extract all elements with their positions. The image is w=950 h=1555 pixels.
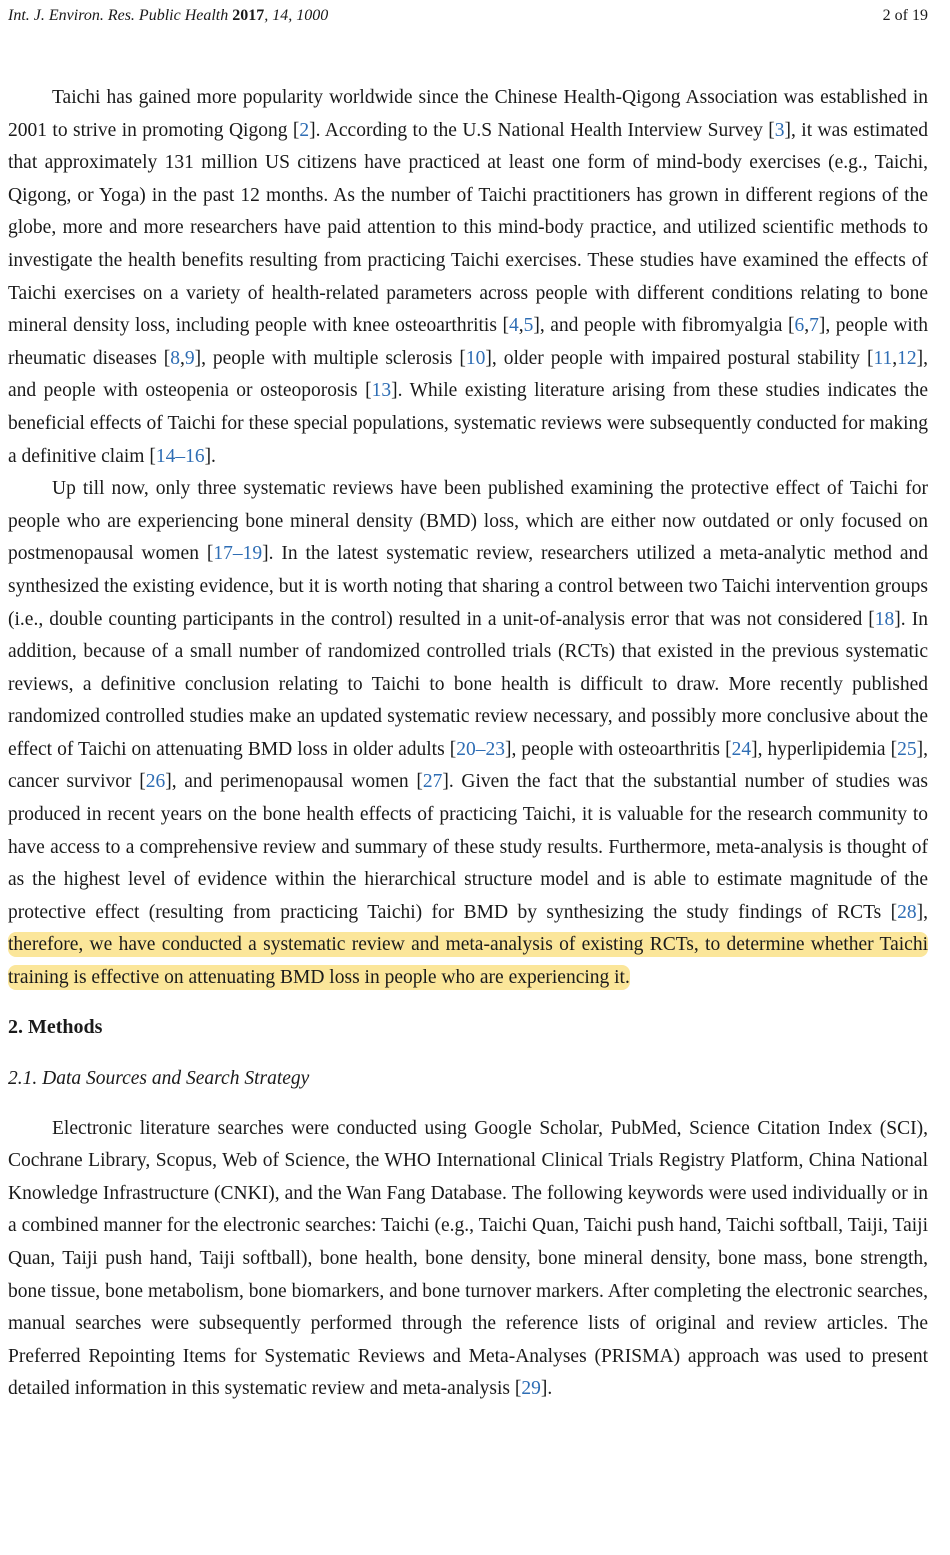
citation-link[interactable]: 3 (774, 119, 785, 141)
text-run: Up till now, only three systematic reviews have been published examining the protective effect of Taichi for people who are experiencing bone mineral density (BMD) loss, which are either now outdated or only focused on postmenopausal women [ (8, 478, 928, 565)
citation-link[interactable]: 10 (465, 347, 486, 369)
spacer (8, 1095, 928, 1113)
citation-link[interactable]: 25 (897, 738, 917, 760)
text-run: ], people with osteoarthritis [ (504, 738, 732, 760)
paragraph-intro-1 (8, 82, 928, 473)
text-run: ]. (540, 1378, 553, 1400)
text-run: ]. While existing literature arising from these studies indicates the beneficial effects of Taichi for these special populations, systematic reviews were subsequently conducted for making a definitive claim [ (8, 380, 928, 467)
text-run: , (804, 315, 810, 337)
text-run: ]. Given the fact that the substantial number of studies was produced in recent years on the bone health effects of practicing Taichi, it is valuable for the research community to have access to a comprehensive review and summary of these study results. Furthermore, meta-analysis is thought of as the highest level of evidence within the hierarchical structure model and is able to estimate magnitude of the protective effect (resulting from practicing Taichi) for BMD by synthesizing the study findings of RCTs [ (8, 771, 928, 923)
citation-link[interactable]: 4 (508, 315, 519, 337)
citation-link[interactable]: 8 (170, 347, 180, 369)
text-run: ], older people with impaired postural stability [ (485, 347, 874, 369)
citation-link[interactable]: 17–19 (213, 543, 263, 565)
article-body (8, 82, 928, 1406)
paragraph-methods (8, 1113, 928, 1406)
highlighted-text: therefore, we have conducted a systematic review and meta-analysis of existing RCTs, to determine whether Taichi training is effective on attenuating BMD loss in people who are experiencing it. (8, 934, 928, 989)
journal-year: 2017 (232, 7, 265, 24)
citation-link[interactable]: 2 (299, 119, 310, 141)
section-heading: 2. Methods (8, 1015, 103, 1038)
citation-link[interactable]: 24 (731, 738, 752, 760)
text-run: ], and people with fibromyalgia [ (533, 315, 795, 337)
text-run: ], people with multiple sclerosis [ (194, 347, 466, 369)
citation-link[interactable]: 14–16 (155, 445, 205, 467)
page-header (8, 4, 928, 28)
citation-link[interactable]: 20–23 (456, 738, 505, 760)
text-run: ], people with rheumatic diseases [ (8, 315, 928, 369)
text-run: ], (916, 901, 928, 923)
text-run: ], it was estimated that approximately 131 million US citizens have practiced at least one form of mind-body exercises (e.g., Taichi, Qigong, or Yoga) in the past 12 months. As the number of Taichi practitioners has grown in different regions of the globe, more and more researchers have paid attention to this mind-body practice, and utilized scientific methods to investigate the health benefits resulting from practicing Taichi exercises. These studies have examined the effects of Taichi exercises on a variety of health-related parameters across people with different conditions relating to bone mineral density loss, including people with knee osteoarthritis [ (8, 119, 928, 337)
page-number: 2 of 19 (882, 7, 928, 24)
text-run: , (518, 315, 524, 337)
citation-link[interactable]: 9 (184, 347, 195, 369)
citation-link[interactable]: 11 (873, 347, 893, 369)
journal-volume: 14 (272, 7, 289, 24)
text-run: ]. In the latest systematic review, researchers utilized a meta-analytic method and synthesized the existing evidence, but it is worth noting that sharing a control between two Taichi intervention groups (i.e., double counting participants in the control) resulted in a unit-of-analysis error that was not considered [ (8, 543, 928, 630)
journal-citation: Int. J. Environ. Res. Public Health 2017, 14, 1000 (8, 7, 329, 24)
text-run: ], hyperlipidemia [ (751, 738, 898, 760)
text-run: , (179, 347, 185, 369)
citation-link[interactable]: 29 (521, 1378, 541, 1400)
text-run: ]. (204, 445, 216, 467)
citation-link[interactable]: 28 (897, 901, 917, 923)
text-run: ], and perimenopausal women [ (165, 771, 423, 793)
article-number: 1000 (296, 7, 329, 24)
text-run: ], cancer survivor [ (8, 738, 928, 793)
citation-link[interactable]: 12 (897, 347, 917, 369)
citation-link[interactable]: 18 (874, 608, 895, 630)
subsection-heading: 2.1. Data Sources and Search Strategy (8, 1067, 310, 1089)
journal-name: Int. J. Environ. Res. Public Health (8, 7, 229, 24)
text-run: Taichi has gained more popularity worldwide since the Chinese Health-Qigong Association was established in 2001 to strive in promoting Qigong [ (8, 87, 928, 141)
text-run: ]. In addition, because of a small number of randomized controlled trials (RCTs) that existed in the previous systematic reviews, a definitive conclusion relating to Taichi to bone health is difficult to draw. More recently published randomized controlled studies make an updated systematic review necessary, and possibly more conclusive about the effect of Taichi on attenuating BMD loss in older adults [ (8, 608, 928, 760)
citation-link[interactable]: 5 (523, 315, 534, 337)
text-run: ], and people with osteopenia or osteoporosis [ (8, 347, 928, 402)
citation-link[interactable]: 26 (145, 771, 166, 793)
citation-link[interactable]: 27 (422, 771, 443, 793)
text-run: , (892, 347, 898, 369)
citation-link[interactable]: 13 (371, 380, 392, 402)
citation-link[interactable]: 7 (809, 315, 819, 337)
paragraph-intro-2 (8, 473, 928, 995)
text-run: ]. According to the U.S National Health Interview Survey [ (309, 119, 775, 141)
citation-link[interactable]: 6 (794, 315, 805, 337)
text-run: Electronic literature searches were conducted using Google Scholar, PubMed, Science Citation Index (SCI), Cochrane Library, Scopus, Web of Science, the WHO International Clinical Trials Registry Platform, China National Knowledge Infrastructure (CNKI), and the Wan Fang Database. The following keywords were used individually or in a combined manner for the electronic searches: Taichi (e.g., Taichi Quan, Taichi push hand, Taichi softball, Taiji, Taiji Quan, Taiji push hand, Taiji softball), bone health, bone density, bone mineral density, bone mass, bone strength, bone tissue, bone metabolism, bone biomarkers, and bone turnover markers. After completing the electronic searches, manual searches were subsequently performed through the reference lists of original and review articles. The Preferred Repointing Items for Systematic Reviews and Meta-Analyses (PRISMA) approach was used to present detailed information in this systematic review and meta-analysis [ (8, 1117, 928, 1400)
